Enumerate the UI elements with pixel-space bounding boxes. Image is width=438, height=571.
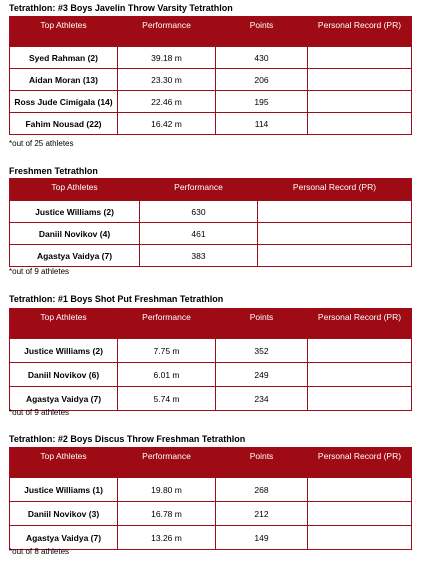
athlete-name: Justice Williams (2) xyxy=(10,339,118,363)
header-pr: Personal Record (PR) xyxy=(258,179,412,201)
athlete-name: Agastya Vaidya (7) xyxy=(10,387,118,411)
table-row xyxy=(10,245,412,267)
pr-value xyxy=(308,387,412,411)
performance-value: 630 xyxy=(140,201,258,223)
performance-value: 16.42 m xyxy=(118,113,216,135)
performance-value: 13.26 m xyxy=(118,526,216,550)
athlete-count-note: *out of 8 athletes xyxy=(9,547,70,556)
header-points: Points xyxy=(216,309,308,339)
performance-value: 22.46 m xyxy=(118,91,216,113)
section-title-discus: Tetrathlon: #2 Boys Discus Throw Freshman Tetrathlon xyxy=(9,434,246,444)
performance-value: 5.74 m xyxy=(118,387,216,411)
pr-value xyxy=(258,223,412,245)
athlete-name: Agastya Vaidya (7) xyxy=(10,245,140,267)
results-table-shot-put xyxy=(9,308,412,411)
table-row xyxy=(10,339,412,363)
table-row xyxy=(10,223,412,245)
performance-value: 39.18 m xyxy=(118,47,216,69)
section-title-shot-put: Tetrathlon: #1 Boys Shot Put Freshman Tetrathlon xyxy=(9,294,224,304)
pr-value xyxy=(308,91,412,113)
performance-value: 23.30 m xyxy=(118,69,216,91)
athlete-name: Syed Rahman (2) xyxy=(10,47,118,69)
header-performance: Performance xyxy=(140,179,258,201)
points-value: 206 xyxy=(216,69,308,91)
header-pr: Personal Record (PR) xyxy=(308,448,412,478)
performance-value: 16.78 m xyxy=(118,502,216,526)
points-value: 149 xyxy=(216,526,308,550)
points-value: 249 xyxy=(216,363,308,387)
athlete-count-note: *out of 25 athletes xyxy=(9,139,74,148)
athlete-name: Justice Williams (1) xyxy=(10,478,118,502)
pr-value xyxy=(308,47,412,69)
header-athletes: Top Athletes xyxy=(10,448,118,478)
points-value: 352 xyxy=(216,339,308,363)
performance-value: 7.75 m xyxy=(118,339,216,363)
athlete-name: Aidan Moran (13) xyxy=(10,69,118,91)
table-row xyxy=(10,47,412,69)
pr-value xyxy=(308,502,412,526)
athlete-name: Daniil Novikov (4) xyxy=(10,223,140,245)
header-performance: Performance xyxy=(118,309,216,339)
header-athletes: Top Athletes xyxy=(10,179,140,201)
header-pr: Personal Record (PR) xyxy=(308,309,412,339)
athlete-count-note: *out of 9 athletes xyxy=(9,408,70,417)
table-row xyxy=(10,502,412,526)
header-performance: Performance xyxy=(118,448,216,478)
athlete-name: Ross Jude Cimigala (14) xyxy=(10,91,118,113)
table-row xyxy=(10,113,412,135)
performance-value: 19.80 m xyxy=(118,478,216,502)
section-title-javelin: Tetrathlon: #3 Boys Javelin Throw Varsity Tetrathlon xyxy=(9,3,233,13)
table-header-row xyxy=(10,179,412,201)
athlete-name: Daniil Novikov (6) xyxy=(10,363,118,387)
table-row xyxy=(10,478,412,502)
table-header-row xyxy=(10,309,412,339)
results-table-discus xyxy=(9,447,412,550)
pr-value xyxy=(308,478,412,502)
table-row xyxy=(10,91,412,113)
header-athletes: Top Athletes xyxy=(10,17,118,47)
results-table-javelin xyxy=(9,16,412,135)
points-value: 212 xyxy=(216,502,308,526)
athlete-name: Fahim Nousad (22) xyxy=(10,113,118,135)
header-pr: Personal Record (PR) xyxy=(308,17,412,47)
points-value: 268 xyxy=(216,478,308,502)
pr-value xyxy=(308,526,412,550)
performance-value: 383 xyxy=(140,245,258,267)
pr-value xyxy=(308,113,412,135)
pr-value xyxy=(258,245,412,267)
pr-value xyxy=(258,201,412,223)
results-table-freshmen xyxy=(9,178,412,267)
header-points: Points xyxy=(216,17,308,47)
athlete-count-note: *out of 9 athletes xyxy=(9,267,70,276)
pr-value xyxy=(308,69,412,91)
table-header-row xyxy=(10,17,412,47)
performance-value: 461 xyxy=(140,223,258,245)
table-row xyxy=(10,201,412,223)
athlete-name: Agastya Vaidya (7) xyxy=(10,526,118,550)
table-row xyxy=(10,363,412,387)
pr-value xyxy=(308,339,412,363)
table-row xyxy=(10,526,412,550)
performance-value: 6.01 m xyxy=(118,363,216,387)
header-athletes: Top Athletes xyxy=(10,309,118,339)
points-value: 195 xyxy=(216,91,308,113)
athlete-name: Justice Williams (2) xyxy=(10,201,140,223)
table-header-row xyxy=(10,448,412,478)
points-value: 430 xyxy=(216,47,308,69)
table-row xyxy=(10,69,412,91)
athlete-name: Daniil Novikov (3) xyxy=(10,502,118,526)
section-title-freshmen: Freshmen Tetrathlon xyxy=(9,166,98,176)
points-value: 114 xyxy=(216,113,308,135)
pr-value xyxy=(308,363,412,387)
table-row xyxy=(10,387,412,411)
header-points: Points xyxy=(216,448,308,478)
header-performance: Performance xyxy=(118,17,216,47)
points-value: 234 xyxy=(216,387,308,411)
